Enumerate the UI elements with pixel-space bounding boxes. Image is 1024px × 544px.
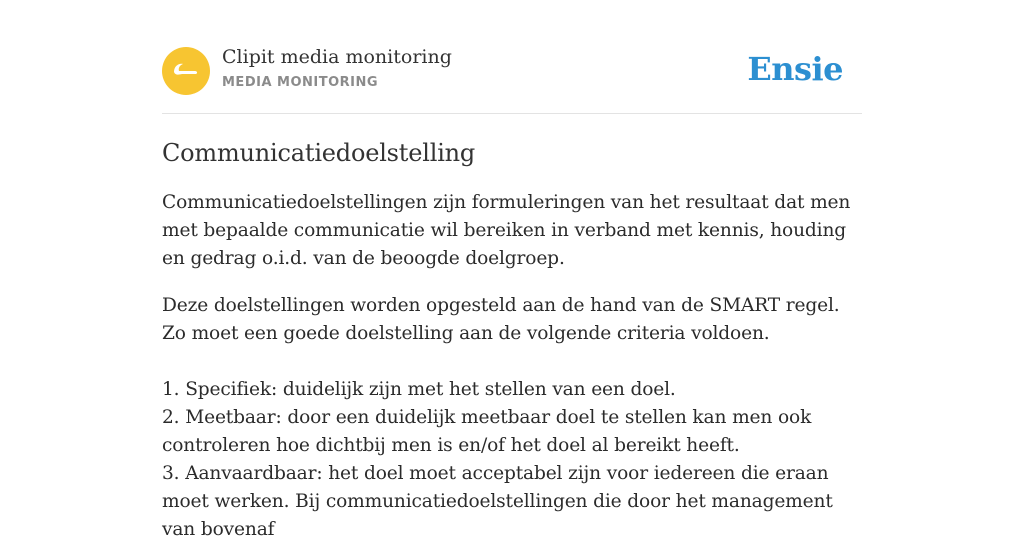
paragraph: Deze doelstellingen worden opgesteld aan de hand van de SMART regel. Zo moet een goede doelstelling aan de volgende criteria voldoen. [162, 295, 840, 344]
criteria-list [162, 376, 862, 544]
source-name[interactable]: Clipit media monitoring [222, 46, 452, 68]
list-item: 1. Specifiek: duidelijk zijn met het stellen van een doel. [162, 379, 676, 400]
list-item: 3. Aanvaardbaar: het doel moet acceptabel zijn voor iedereen die eraan moet werken. Bij communicatiedoelstellingen die door het management van bovenaf [162, 463, 833, 540]
page-title: Communicatiedoelstelling [162, 139, 476, 167]
source-header [162, 0, 862, 114]
article-body [162, 189, 862, 544]
list-item: 2. Meetbaar: door een duidelijk meetbaar doel te stellen kan men ook controleren hoe dichtbij men is en/of het doel al bereikt heeft. [162, 407, 812, 456]
page [162, 0, 862, 544]
speech-bubble-icon [162, 47, 210, 95]
source-logo[interactable] [162, 47, 210, 95]
source-category: MEDIA MONITORING [222, 75, 379, 90]
paragraph: Communicatiedoelstellingen zijn formuleringen van het resultaat dat men met bepaalde communicatie wil bereiken in verband met kennis, houding en gedrag o.i.d. van de beoogde doelgroep. [162, 192, 851, 269]
brand-logo[interactable]: Ensie [747, 50, 843, 88]
